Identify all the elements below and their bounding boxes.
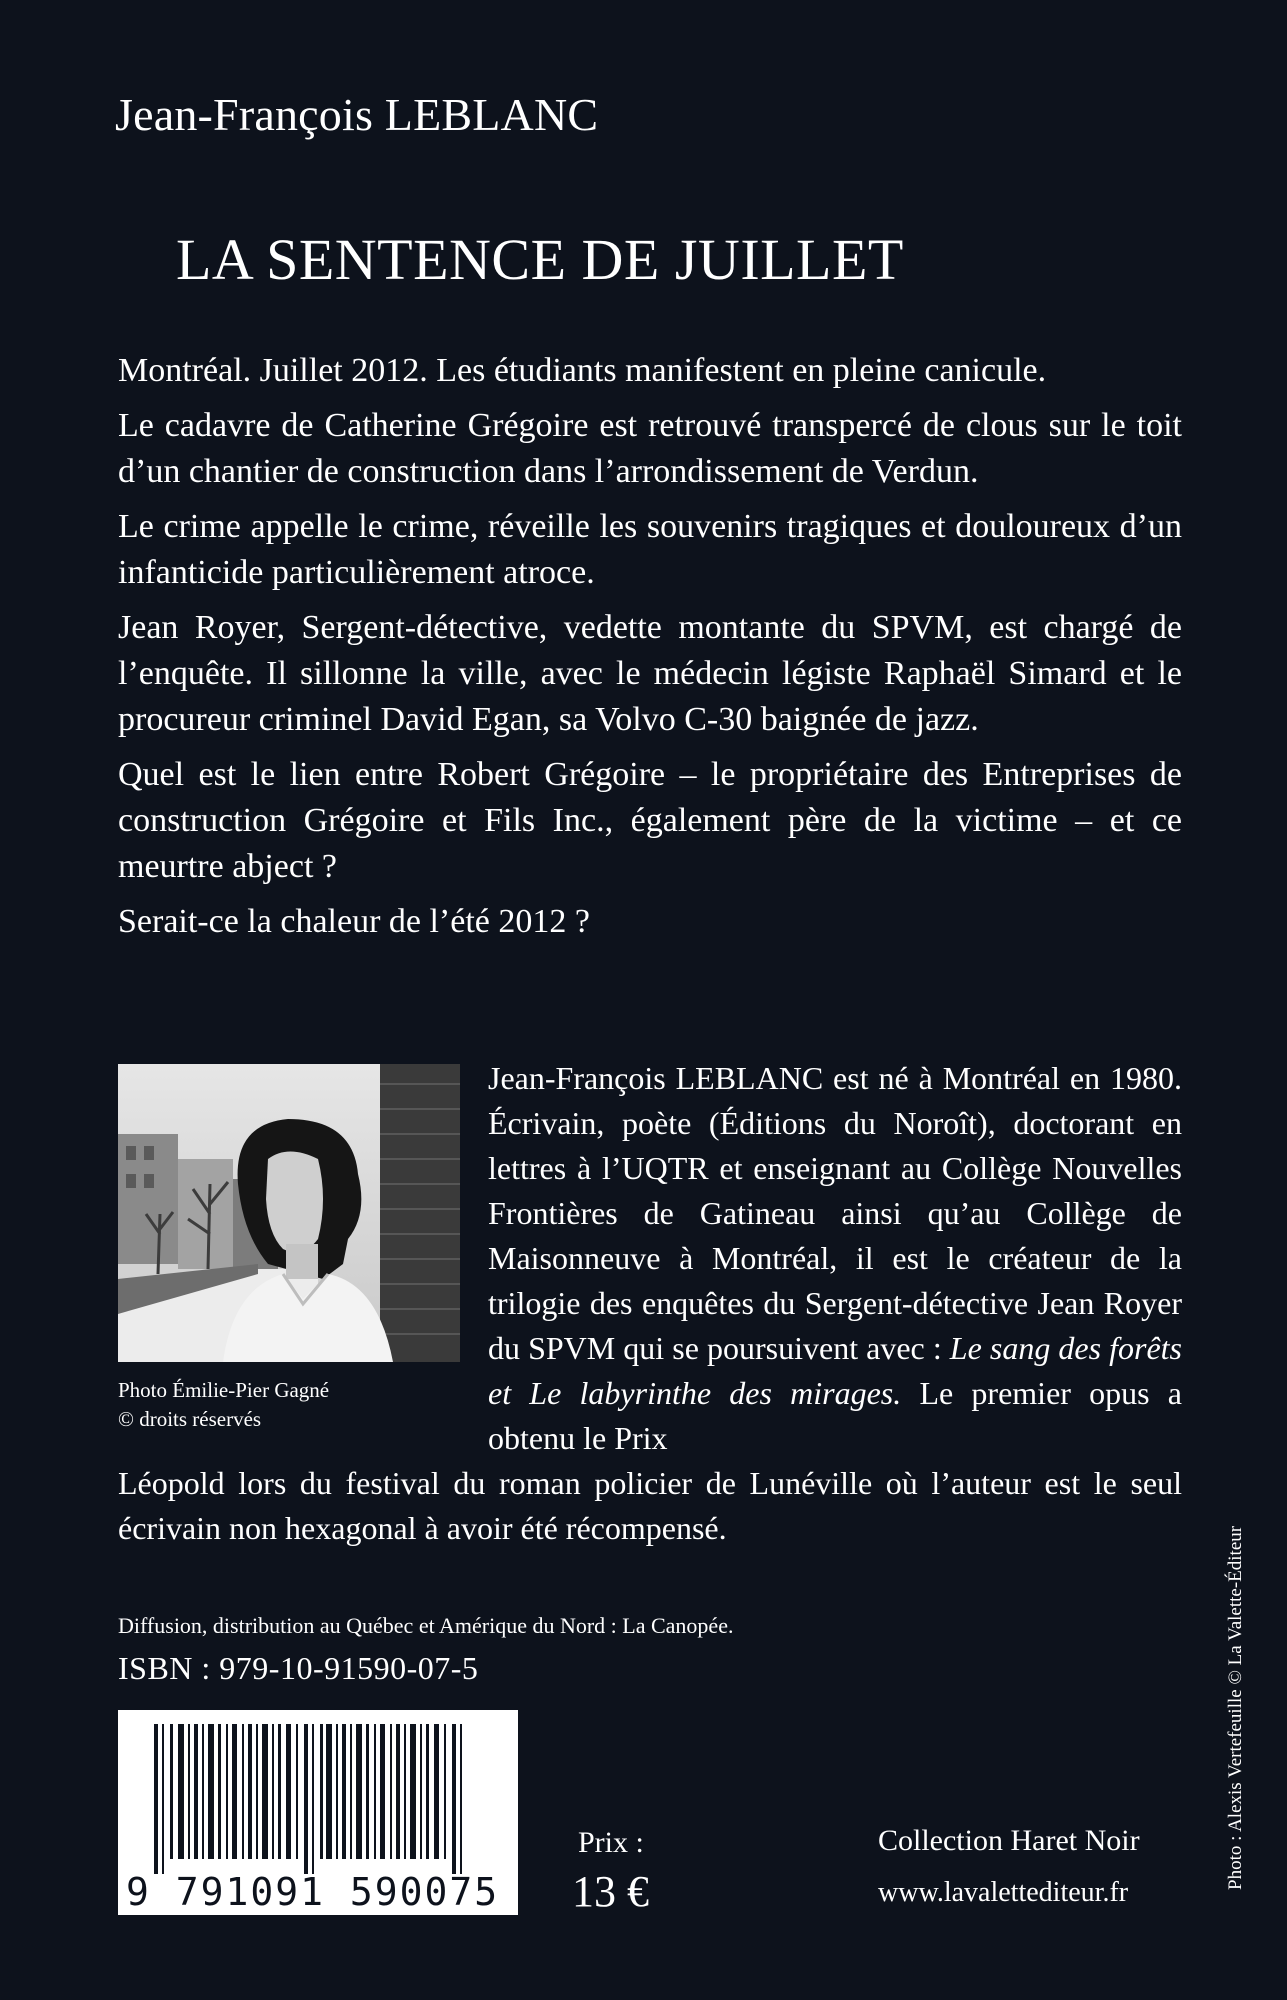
price-value: 13 € [572, 1867, 649, 1916]
author-bio-text-cont: Le premier opus a obtenu le Prix [488, 1375, 1183, 1456]
photo-credit-line: © droits réservés [118, 1407, 262, 1431]
cover-photo-credit: Photo : Alexis Vertefeuille © La Valette-Éditeur [1225, 1525, 1246, 1890]
barcode-digits: 9 791091 590075 [126, 1870, 500, 1914]
author-bio-titles: Le sang des forêts et Le labyrinthe des mirages. [488, 1330, 1183, 1411]
synopsis [118, 348, 1182, 954]
collection-name: Collection Haret Noir [878, 1824, 1140, 1857]
synopsis-paragraph: Serait-ce la chaleur de l’été 2012 ? [118, 903, 590, 940]
author-name: Jean-François LEBLANC [115, 89, 599, 140]
author-bio-end: Léopold lors du festival du roman policier de Lunéville où l’auteur est le seul écrivain non hexagonal à avoir été récompensé. [118, 1465, 1182, 1546]
synopsis-paragraph: Le cadavre de Catherine Grégoire est retrouvé transpercé de clous sur le toit d’un chantier de construction dans l’arrondissement de Verdun. [118, 407, 1182, 490]
synopsis-paragraph: Jean Royer, Sergent-détective, vedette montante du SPVM, est chargé de l’enquête. Il sillonne la ville, avec le médecin légiste Raphaël Simard et le procureur criminel David Egan, sa Volvo C-30 baignée de jazz. [118, 609, 1182, 738]
synopsis-paragraph: Quel est le lien entre Robert Grégoire – le propriétaire des Entreprises de construction Grégoire et Fils Inc., également père de la victime – et ce meurtre abject ? [118, 756, 1182, 885]
synopsis-paragraph: Le crime appelle le crime, réveille les souvenirs tragiques et douloureux d’un infanticide particulièrement atroce. [118, 508, 1182, 591]
isbn: ISBN : 979-10-91590-07-5 [118, 1650, 479, 1686]
distribution-info: Diffusion, distribution au Québec et Amérique du Nord : La Canopée. [118, 1613, 734, 1638]
author-photo-image [118, 1064, 460, 1362]
author-photo [118, 1064, 460, 1362]
author-bio-text: Jean-François LEBLANC est né à Montréal en 1980. Écrivain, poète (Éditions du Noroît), doctorant en lettres à l’UQTR et enseignant au Collège Nouvelles Frontières de Gatineau ainsi qu’au Collège de Maisonneuve à Montréal, il est le créateur de la trilogie des enquêtes du Sergent-détective Jean Royer du SPVM qui se poursuivent avec : [488, 1060, 1182, 1366]
publisher-website: www.lavalettediteur.fr [878, 1877, 1129, 1908]
price-label: Prix : [578, 1826, 644, 1859]
photo-credit [118, 1376, 329, 1434]
photo-credit-line: Photo Émilie-Pier Gagné [118, 1378, 330, 1402]
author-bio [488, 1056, 1182, 1461]
synopsis-paragraph: Montréal. Juillet 2012. Les étudiants manifestent en pleine canicule. [118, 352, 1047, 389]
book-title: LA SENTENCE DE JUILLET [176, 227, 904, 292]
